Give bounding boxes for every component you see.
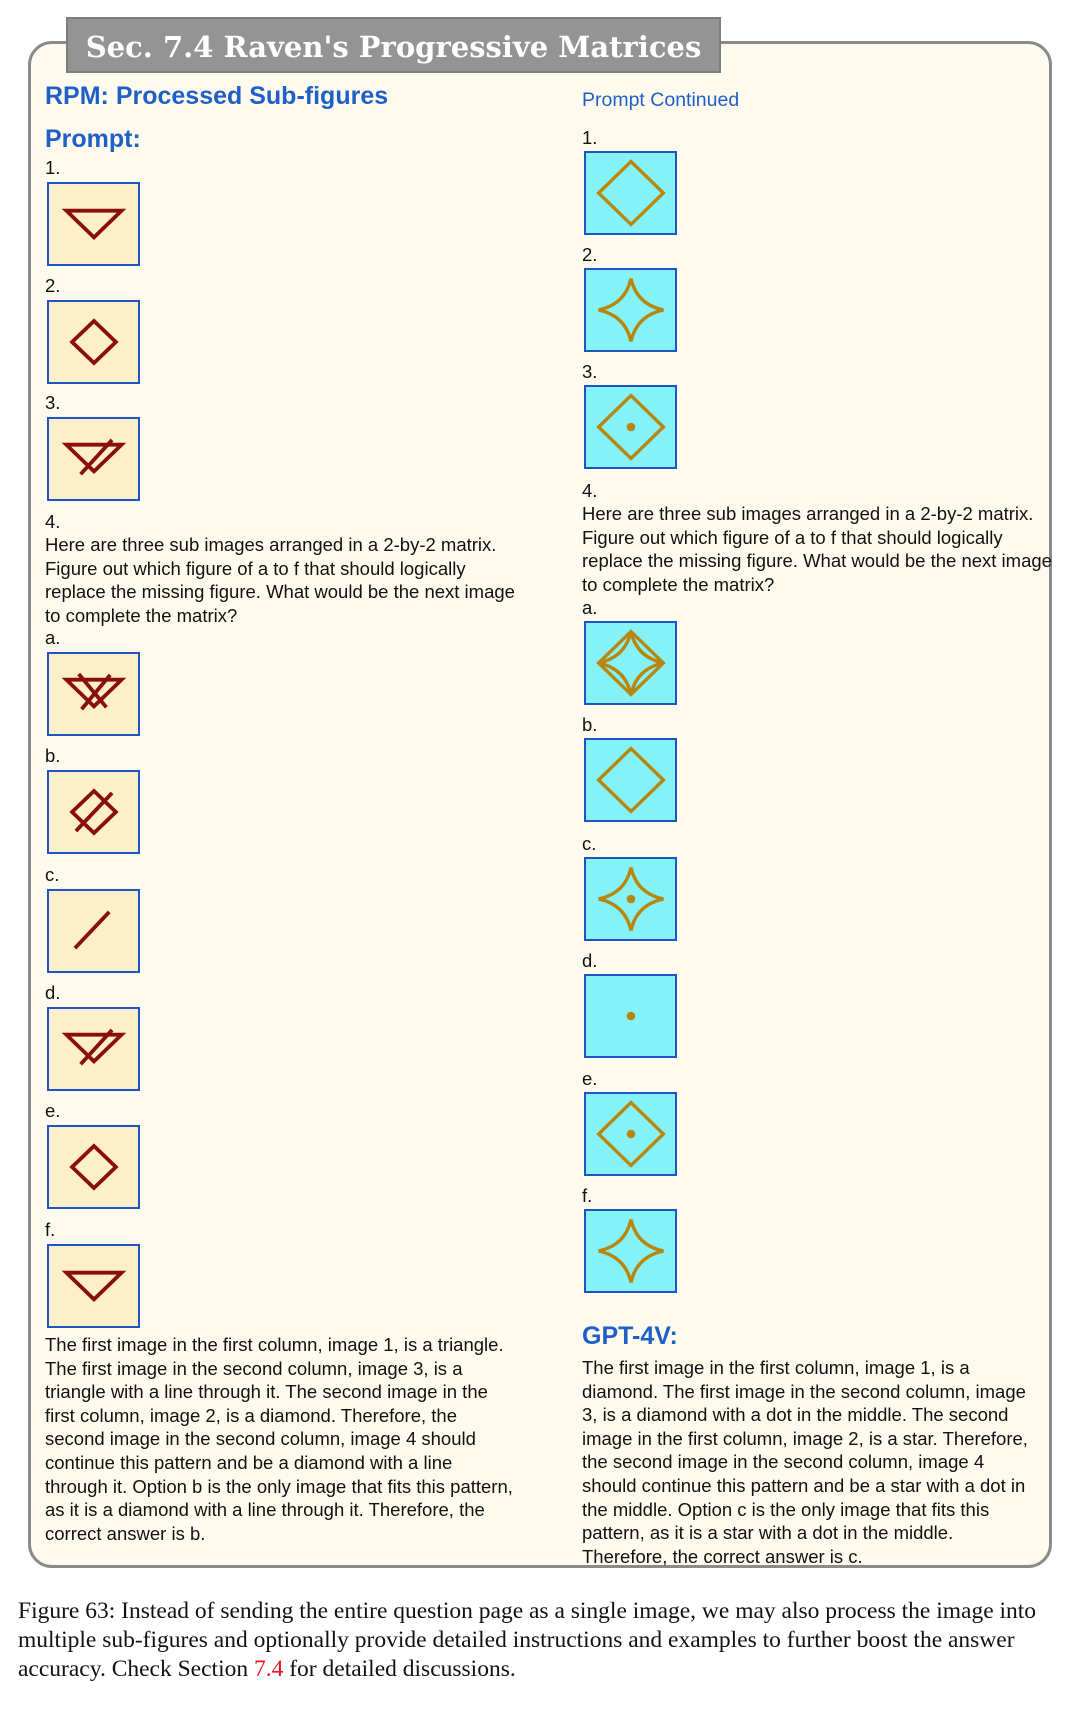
left-q3-label: 3. <box>45 392 61 413</box>
star-icon <box>584 268 677 352</box>
right-option-d-label: d. <box>582 950 598 971</box>
left-option-a-label: a. <box>45 627 61 648</box>
left-option-c-label: c. <box>45 864 60 885</box>
star-with-dot-icon <box>584 857 677 941</box>
diamond-icon <box>47 300 140 384</box>
section-banner: Sec. 7.4 Raven's Progressive Matrices <box>66 17 721 73</box>
right-q1-label: 1. <box>582 127 598 148</box>
right-q3-label: 3. <box>582 361 598 382</box>
right-option-a-label: a. <box>582 597 598 618</box>
figure-caption <box>18 1597 1068 1684</box>
caption-text-end: for detailed discussions. <box>283 1656 516 1682</box>
left-q1-label: 1. <box>45 157 61 178</box>
triangle-with-line-icon <box>47 417 140 501</box>
star-icon <box>584 1209 677 1293</box>
left-option-b-label: b. <box>45 745 61 766</box>
caption-text: Figure 63: Instead of sending the entire question page as a single image, we may also process the image into multiple sub-figures and optionally provide detailed instructions and examples to further boost the answer accuracy. Check Section <box>18 1598 1037 1682</box>
left-instructions: Here are three sub images arranged in a 2-by-2 matrix. Figure out which figure of a to f that should logically replace the missing figure. What would be the next image to complete the matrix? <box>45 534 515 626</box>
diamond-with-dot-icon <box>584 1092 677 1176</box>
dot-icon <box>584 974 677 1058</box>
left-answer-text: The first image in the first column, image 1, is a triangle. The first image in the second column, image 3, is a triangle with a line through it. The second image in the first column, image 2, is a diamond. Therefore, the second image in the second column, image 4 should continue this pattern and be a diamond with a line through it. Option b is the only image that fits this pattern, as it is a diamond with a line through it. Therefore, the correct answer is b. <box>45 1334 513 1544</box>
right-option-c-label: c. <box>582 833 597 854</box>
right-q4-label: 4. <box>582 480 598 501</box>
right-option-b-label: b. <box>582 714 598 735</box>
diamond-icon <box>584 151 677 235</box>
prompt-continued-heading: Prompt Continued <box>582 89 740 111</box>
diamond-icon <box>584 738 677 822</box>
left-option-e-label: e. <box>45 1100 61 1121</box>
diamond-with-star-icon <box>584 621 677 705</box>
right-option-f-label: f. <box>582 1185 593 1206</box>
prompt-heading: Prompt: <box>45 125 141 153</box>
left-option-f-label: f. <box>45 1219 56 1240</box>
inverted-triangle-icon <box>47 182 140 266</box>
diamond-with-dot-icon <box>584 385 677 469</box>
triangle-with-line-icon <box>47 1007 140 1091</box>
right-option-e-label: e. <box>582 1068 598 1089</box>
section-ref-link[interactable]: 7.4 <box>253 1656 284 1682</box>
left-option-d-label: d. <box>45 982 61 1003</box>
diagonal-line-icon <box>47 889 140 973</box>
left-title: RPM: Processed Sub-figures <box>45 82 389 110</box>
diamond-icon <box>47 1125 140 1209</box>
gpt4v-heading: GPT-4V: <box>582 1322 678 1350</box>
triangle-with-double-line-icon <box>47 652 140 736</box>
left-q2-label: 2. <box>45 275 61 296</box>
diamond-with-line-icon <box>47 770 140 854</box>
right-answer-text: The first image in the first column, image 1, is a diamond. The first image in the second column, image 3, is a diamond with a dot in the middle. The second image in the first column, image 2, is a star. Therefore, the second image in the second column, image 4 should continue this pattern and be a star with a dot in the middle. Option c is the only image that fits this pattern, as it is a star with a dot in the middle. Therefore, the correct answer is c. <box>582 1357 1028 1567</box>
right-instructions: Here are three sub images arranged in a 2-by-2 matrix. Figure out which figure of a to f that should logically replace the missing figure. What would be the next image to complete the matrix? <box>582 503 1052 595</box>
inverted-triangle-icon <box>47 1244 140 1328</box>
right-q2-label: 2. <box>582 244 598 265</box>
left-q4-label: 4. <box>45 511 61 532</box>
